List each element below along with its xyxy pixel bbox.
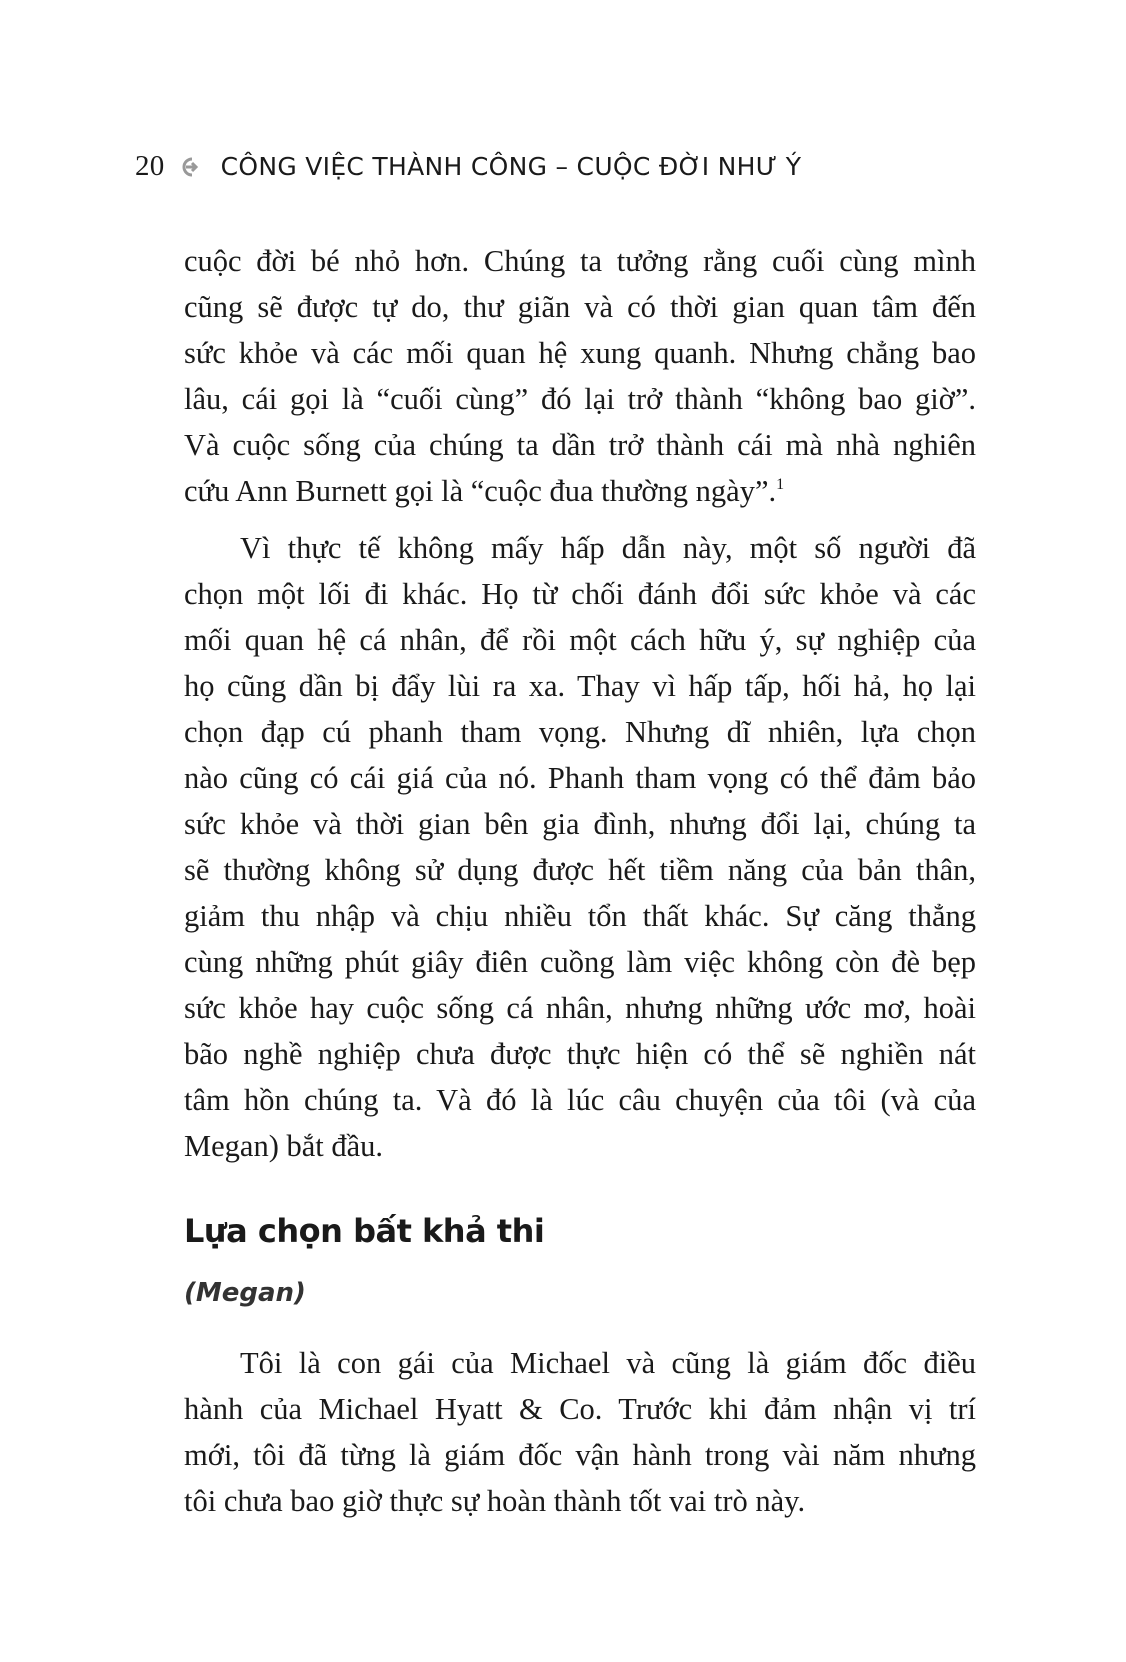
text-line: Vì thực tế không mấy hấp dẫn này, một số người đã [240, 531, 976, 565]
text-line: lâu, cái gọi là “cuối cùng” đó lại trở thành “không bao giờ”. [184, 382, 976, 416]
text-line: cùng những phút giây điên cuồng làm việc không còn đè bẹp [184, 945, 976, 979]
text-line: giảm thu nhập và chịu nhiều tổn thất khác. Sự căng thẳng [184, 899, 976, 933]
text-line: sức khỏe hay cuộc sống cá nhân, nhưng những ước mơ, hoài [184, 991, 976, 1025]
text-line: cứu Ann Burnett gọi là “cuộc đua thường ngày”.$^1$ [184, 474, 785, 508]
text-line: Megan) bắt đầu. [184, 1129, 384, 1163]
text-line: chọn một lối đi khác. Họ từ chối đánh đổi sức khỏe và các [184, 577, 976, 611]
paragraph-1 [184, 238, 976, 514]
text-line: sức khỏe và thời gian bên gia đình, nhưng đổi lại, chúng ta [184, 807, 976, 841]
text-line: mới, tôi đã từng là giám đốc vận hành trong vài năm nhưng [184, 1438, 976, 1472]
text-line: sức khỏe và các mối quan hệ xung quanh. Nhưng chẳng bao [184, 336, 976, 370]
text-line: Tôi là con gái của Michael và cũng là giám đốc điều [240, 1346, 976, 1380]
paragraph-2 [184, 525, 976, 1169]
text-line: mối quan hệ cá nhân, để rồi một cách hữu ý, sự nghiệp của [184, 623, 976, 657]
text-line: bão nghề nghiệp chưa được thực hiện có thể sẽ nghiền nát [184, 1037, 976, 1071]
text-line: sẽ thường không sử dụng được hết tiềm năng của bản thân, [184, 853, 976, 887]
text-line: tâm hồn chúng ta. Và đó là lúc câu chuyện của tôi (và của [184, 1083, 976, 1117]
text-line: tôi chưa bao giờ thực sự hoàn thành tốt vai trò này. [184, 1484, 806, 1518]
footnote-marker: 1 [776, 476, 785, 493]
text-line: cũng sẽ được tự do, thư giãn và có thời gian quan tâm đến [184, 290, 976, 324]
paragraph-3 [184, 1340, 976, 1524]
circled-arrow-right-icon [181, 156, 203, 178]
text-line: Và cuộc sống của chúng ta dần trở thành cái mà nhà nghiên [184, 428, 976, 462]
section-heading: Lựa chọn bất khả thi [184, 1212, 545, 1250]
running-header [135, 150, 801, 183]
section-author: (Megan) [184, 1278, 306, 1308]
text-line: họ cũng dần bị đẩy lùi ra xa. Thay vì hấp tấp, hối hả, họ lại [184, 669, 976, 703]
text-line: chọn đạp cú phanh tham vọng. Nhưng dĩ nhiên, lựa chọn [184, 715, 976, 749]
text-line: nào cũng có cái giá của nó. Phanh tham vọng có thể đảm bảo [184, 761, 976, 795]
text-line: cuộc đời bé nhỏ hơn. Chúng ta tưởng rằng cuối cùng mình [184, 244, 976, 278]
text-line: hành của Michael Hyatt & Co. Trước khi đảm nhận vị trí [184, 1392, 976, 1426]
running-title: CÔNG VIỆC THÀNH CÔNG – CUỘC ĐỜI NHƯ Ý [220, 152, 802, 181]
page-number: 20 [135, 150, 165, 182]
